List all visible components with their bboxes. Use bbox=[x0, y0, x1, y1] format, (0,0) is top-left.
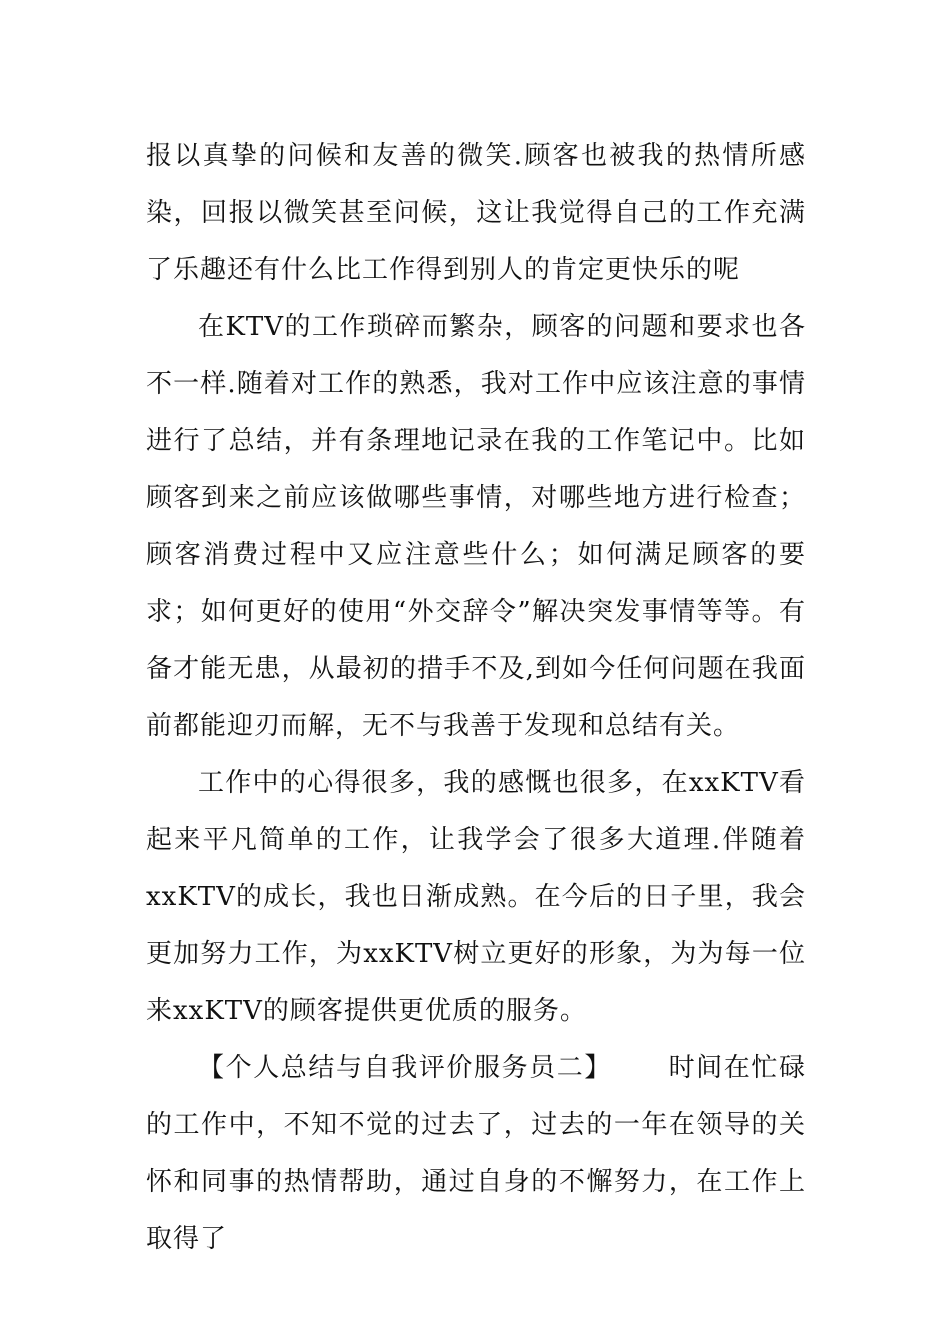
document-body bbox=[146, 128, 806, 1268]
paragraph-4 bbox=[146, 1040, 806, 1268]
paragraph-2: 在KTV的工作琐碎而繁杂，顾客的问题和要求也各不一样.随着对工作的熟悉，我对工作中应该注意的事情进行了总结，并有条理地记录在我的工作笔记中。比如顾客到来之前应该做哪些事情，对哪些地方进行检查；顾客消费过程中又应注意些什么；如何满足顾客的要求；如何更好的使用“外交辞令”解决突发事情等等。有备才能无患，从最初的措手不及,到如今任何问题在我面前都能迎刃而解，无不与我善于发现和总结有关。 bbox=[146, 312, 806, 741]
section-heading: 【个人总结与自我评价服务员二】 bbox=[198, 1053, 612, 1083]
paragraph-3: 工作中的心得很多，我的感慨也很多，在xxKTV看起来平凡简单的工作，让我学会了很多大道理.伴随着xxKTV的成长，我也日渐成熟。在今后的日子里，我会更加努力工作，为xxKTV树立更好的形象，为为每一位来xxKTV的顾客提供更优质的服务。 bbox=[146, 768, 806, 1026]
paragraph-1: 报以真挚的问候和友善的微笑.顾客也被我的热情所感染，回报以微笑甚至问候，这让我觉得自己的工作充满了乐趣还有什么比工作得到别人的肯定更快乐的呢 bbox=[146, 141, 806, 285]
section-text: 时间在忙碌的工作中，不知不觉的过去了，过去的一年在领导的关怀和同事的热情帮助，通过自身的不懈努力，在工作上取得了 bbox=[146, 1053, 806, 1254]
